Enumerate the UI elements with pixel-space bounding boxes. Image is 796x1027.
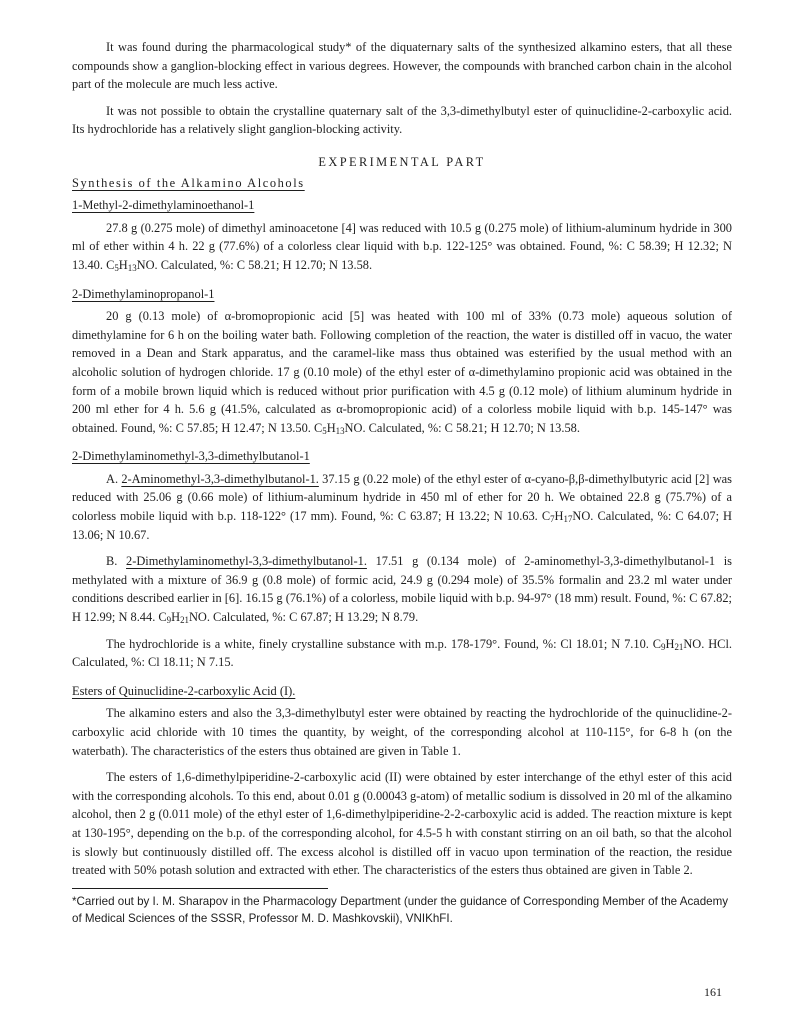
text-run: The hydrochloride is a white, finely crystalline substance with m.p. 178-179°. Found, %: Cl 18.01; N 7.10. C xyxy=(106,636,662,651)
synthesis-heading xyxy=(72,174,732,193)
subscript: 21 xyxy=(180,615,189,626)
paragraph-quinuclidine-esters-2: The esters of 1,6-dimethylpiperidine-2-carboxylic acid (II) were obtained by ester interchange of the ethyl ester of this acid with the corresponding alcohols. To this end, about 0.01 g (0.00043 g-atom) of metallic sodium is dissolved in 20 ml of the alkamino alcohol, then 2 g (0.011 mole) of the ethyl ester of 1,6-dimethylpiperidine-2-2-carboxylic acid is added. The reaction mixture is kept at 130-195°, depending on the b.p. of the corresponding alcohol, for 4.5-5 h with constant stirring on an oil bath, so that the alcohol is slowly but continuously distilled off. The excess alcohol is distilled off in vacuo upon termination of the reaction, the residue treated with 50% potash solution and extracted with ether. The characteristics of the esters thus obtained are given in Table 2. xyxy=(72,770,732,878)
text-run: NO. HCl. Calculated, %: Cl 18.11; N 7.15. xyxy=(72,636,732,670)
text-run: H xyxy=(326,420,336,435)
subscript: 9 xyxy=(166,615,172,626)
section-title-text: 2-Dimethylaminopropanol-1 xyxy=(72,286,215,301)
subscript: 7 xyxy=(550,514,555,525)
footnote: *Carried out by I. M. Sharapov in the Pharmacology Department (under the guidance of Corresponding Member of the Academy of Medical Sciences of the SSSR, Professor M. D. Mashkovskii), VNIKhFI. xyxy=(72,894,729,925)
subscript: 9 xyxy=(661,641,666,652)
section-title-quinuclidine-esters xyxy=(72,682,732,701)
paragraph-quinuclidine-esters-1: The alkamino esters and also the 3,3-dimethylbutyl ester were obtained by reacting the hydrochloride of the quinuclidine-2-carboxylic acid chloride with 10 times the quantity, by weight, of the corresponding alcohol at 110-115°, for 6-8 h (on the waterbath). The characteristics of the esters thus obtained are given in Table 1. xyxy=(72,706,732,758)
subscript: 5 xyxy=(114,263,119,274)
paragraph-part-a xyxy=(72,470,732,544)
paragraph-part-b xyxy=(72,552,732,626)
text-run: H xyxy=(554,509,564,524)
page-number: 161 xyxy=(704,985,722,999)
subscript: 21 xyxy=(674,641,684,652)
section-title-methyl-dimethylaminoethanol xyxy=(72,196,732,215)
section-title-text: 1-Methyl-2-dimethylaminoethanol-1 xyxy=(72,198,255,213)
section-title-text: Esters of Quinuclidine-2-carboxylic Acid (I). xyxy=(72,683,296,698)
section-title-text: 2-Dimethylaminomethyl-3,3-dimethylbutanol-1 xyxy=(72,449,310,464)
text-run: 20 g (0.13 mole) of α-bromopropionic acid [5] was heated with 100 ml of 33% (0.73 mole) aqueous solution of dimethylamine for 6 h on the boiling water bath. Following completion of the reaction, the water is distilled off in vacuo, the water removed in a Dean and Stark apparatus, and the caramel-like mass thus obtained was esterified by the usual method with an alcoholic solution of hydrogen chloride. 17 g (0.10 mole) of the ethyl ester of α-dimethylamino propionic acid was obtained in the form of a mobile brown liquid which is reduced without prior purification with 4.5 g (0.12 mole) of lithium aluminum hydride in 200 ml ether for 4 h. 5.6 g (41.5%, calculated as α-bromopropionic acid) of a colorless mobile liquid with b.p. 145-147° was obtained. Found, %: C 57.85; H 12.47; N 13.50. C xyxy=(72,309,732,435)
text-run: H xyxy=(118,257,128,272)
text-run: 27.8 g (0.275 mole) of dimethyl aminoacetone [4] was reduced with 10.5 g (0.275 mole) of lithium-aluminum hydride in 300 ml of ether within 4 h. 22 g (77.6%) of a colorless clear liquid with b.p. 122-125° was obtained. Found, %: C 58.39; H 12.32; N 13.40. C xyxy=(72,220,732,272)
subscript: 5 xyxy=(322,425,327,436)
intro-paragraph-2: It was not possible to obtain the crystalline quaternary salt of the 3,3-dimethylbutyl ester of quinuclidine-2-carboxylic acid. Its hydrochloride has a relatively slight ganglion-blocking activity. xyxy=(72,103,732,137)
text-run: NO. Calculated, %: C 67.87; H 13.29; N 8.79. xyxy=(188,610,419,625)
paragraph-methyl-dimethylaminoethanol xyxy=(72,219,732,275)
footnote-rule xyxy=(72,888,328,889)
paragraph-hydrochloride xyxy=(72,635,732,672)
text-run: NO. Calculated, %: C 58.21; H 12.70; N 13.58. xyxy=(136,257,373,272)
part-label: B. xyxy=(106,554,118,569)
text-column xyxy=(72,38,732,927)
text-run: NO. Calculated, %: C 64.07; H 13.06; N 10.67. xyxy=(72,509,733,542)
subscript: 17 xyxy=(563,514,573,525)
compound-name: 2-Dimethylaminomethyl-3,3-dimethylbutanol-1. xyxy=(126,554,367,569)
section-title-dimethylaminomethyl-dimethylbutanol xyxy=(72,447,732,466)
compound-name: 2-Aminomethyl-3,3-dimethylbutanol-1. xyxy=(121,471,319,486)
text-run: NO. Calculated, %: C 58.21; H 12.70; N 13.58. xyxy=(344,420,580,435)
section-title-dimethylaminopropanol xyxy=(72,285,732,304)
text-run: H xyxy=(171,610,181,625)
experimental-heading: EXPERIMENTAL PART xyxy=(318,154,486,169)
intro-paragraph-1: It was found during the pharmacological study* of the diquaternary salts of the synthesized alkamino esters, that all these compounds show a ganglion-blocking effect in various degrees. However, the compounds with branched carbon chain in the alcohol part of the molecule are much less active. xyxy=(72,40,732,92)
text-run: H xyxy=(665,636,675,651)
part-label: A. xyxy=(106,471,119,486)
subscript: 13 xyxy=(127,263,137,274)
synthesis-heading-text: Synthesis of the Alkamino Alcohols xyxy=(72,175,305,190)
text-run: 17.51 g (0.134 mole) of 2-aminomethyl-3,3-dimethylbutanol-1 is methylated with a mixture of 36.9 g (0.8 mole) of formic acid, 24.9 g (0.294 mole) of 35.5% formalin and 23.2 ml water under conditions described earlier in [6]. 16.15 g (76.1%) of a colorless, mobile liquid with b.p. 94-97° (18 mm) result. Found, %: C 67.82; H 12.99; N 8.44. C xyxy=(72,554,732,625)
text-run: 37.15 g (0.22 mole) of the ethyl ester of α-cyano-β,β-dimethylbutyric acid [2] was reduced with 25.06 g (0.66 mole) of lithium-aluminum hydride in 450 ml of ether for 20 h. We obtained 22.8 g (75.7%) of a colorless mobile liquid with b.p. 118-122° (17 mm). Found, %: C 63.87; H 13.22; N 10.63. C xyxy=(72,471,732,524)
paragraph-dimethylaminopropanol xyxy=(72,307,732,437)
subscript: 13 xyxy=(335,425,345,436)
